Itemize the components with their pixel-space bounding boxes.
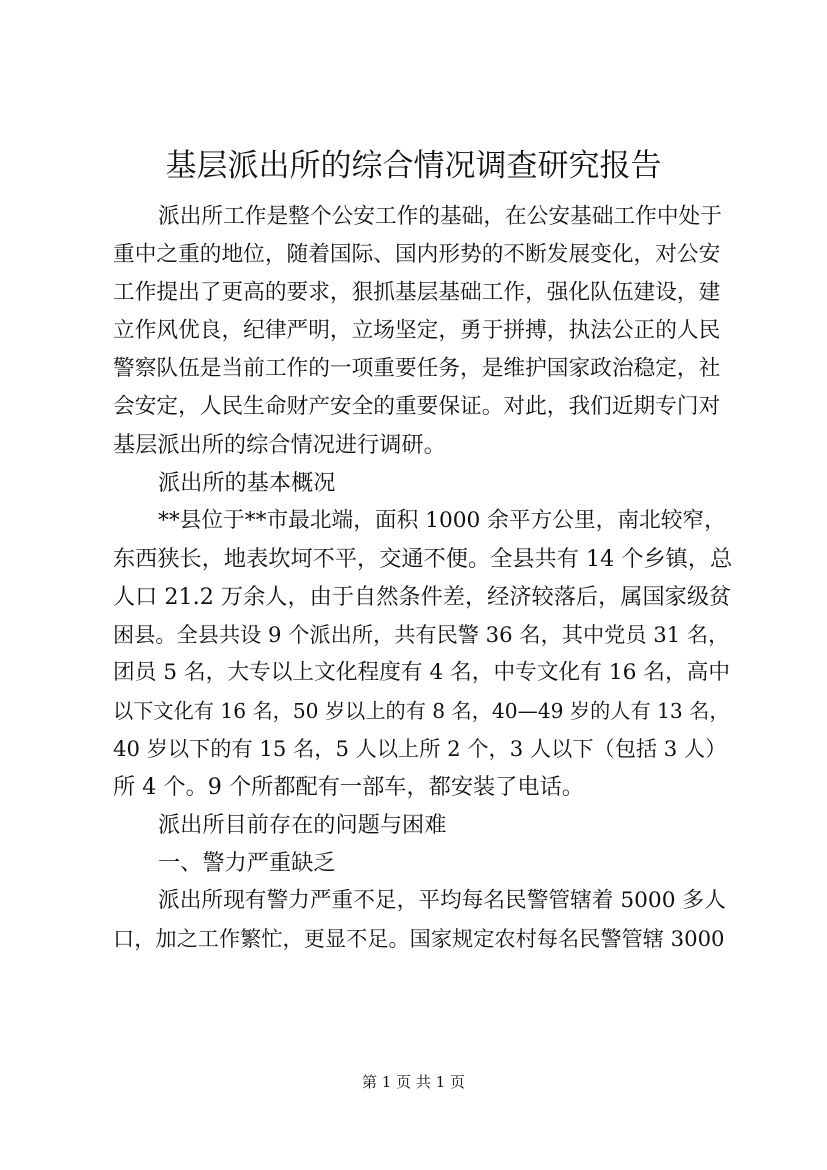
paragraph-line: 重中之重的地位，随着国际、国内形势的不断发展变化，对公安 xyxy=(113,242,721,267)
subsection-heading: 一、警力严重缺乏 xyxy=(158,850,336,876)
document-title: 基层派出所的综合情况调查研究报告 xyxy=(165,148,662,184)
paragraph-line: 所 4 个。9 个所都配有一部车，都安装了电话。 xyxy=(113,774,584,800)
paragraph-line: 困县。全县共设 9 个派出所，共有民警 36 名，其中党员 31 名， xyxy=(113,622,730,647)
paragraph-line: 东西狭长，地表坎坷不平，交通不便。全县共有 14 个乡镇，总 xyxy=(113,546,733,572)
paragraph-line: **县位于**市最北端，面积 1000 余平方公里，南北较窄， xyxy=(158,508,726,533)
section-heading: 派出所的基本概况 xyxy=(158,470,336,496)
paragraph-line: 警察队伍是当前工作的一项重要任务，是维护国家政治稳定，社 xyxy=(113,356,721,381)
paragraph-line: 40 岁以下的有 15 名，5 人以上所 2 个，3 人以下（包括 3 人） xyxy=(113,736,727,761)
paragraph-line: 以下文化有 16 名，50 岁以上的有 8 名，40—49 岁的人有 13 名， xyxy=(113,699,730,723)
paragraph-line: 工作提出了更高的要求，狠抓基层基础工作，强化队伍建设，建 xyxy=(113,280,721,305)
page-footer: 第 1 页 共 1 页 xyxy=(362,1073,465,1091)
document-body xyxy=(113,198,733,958)
paragraph-line: 人口 21.2 万余人，由于自然条件差，经济较落后，属国家级贫 xyxy=(113,584,732,610)
paragraph-line: 团员 5 名，大专以上文化程度有 4 名，中专文化有 16 名，高中 xyxy=(113,660,731,685)
paragraph-line: 派出所现有警力严重不足，平均每名民警管辖着 5000 多人 xyxy=(158,888,726,913)
paragraph-line: 立作风优良，纪律严明，立场坚定，勇于拼搏，执法公正的人民 xyxy=(113,318,721,343)
section-heading: 派出所目前存在的问题与困难 xyxy=(158,812,447,838)
paragraph-line: 基层派出所的综合情况进行调研。 xyxy=(113,432,446,458)
paragraph-line: 派出所工作是整个公安工作的基础，在公安基础工作中处于 xyxy=(158,204,722,229)
paragraph-line: 口，加之工作繁忙，更显不足。国家规定农村每名民警管辖 3000 xyxy=(113,926,725,951)
paragraph-line: 会安定，人民生命财产安全的重要保证。对此，我们近期专门对 xyxy=(113,394,721,419)
